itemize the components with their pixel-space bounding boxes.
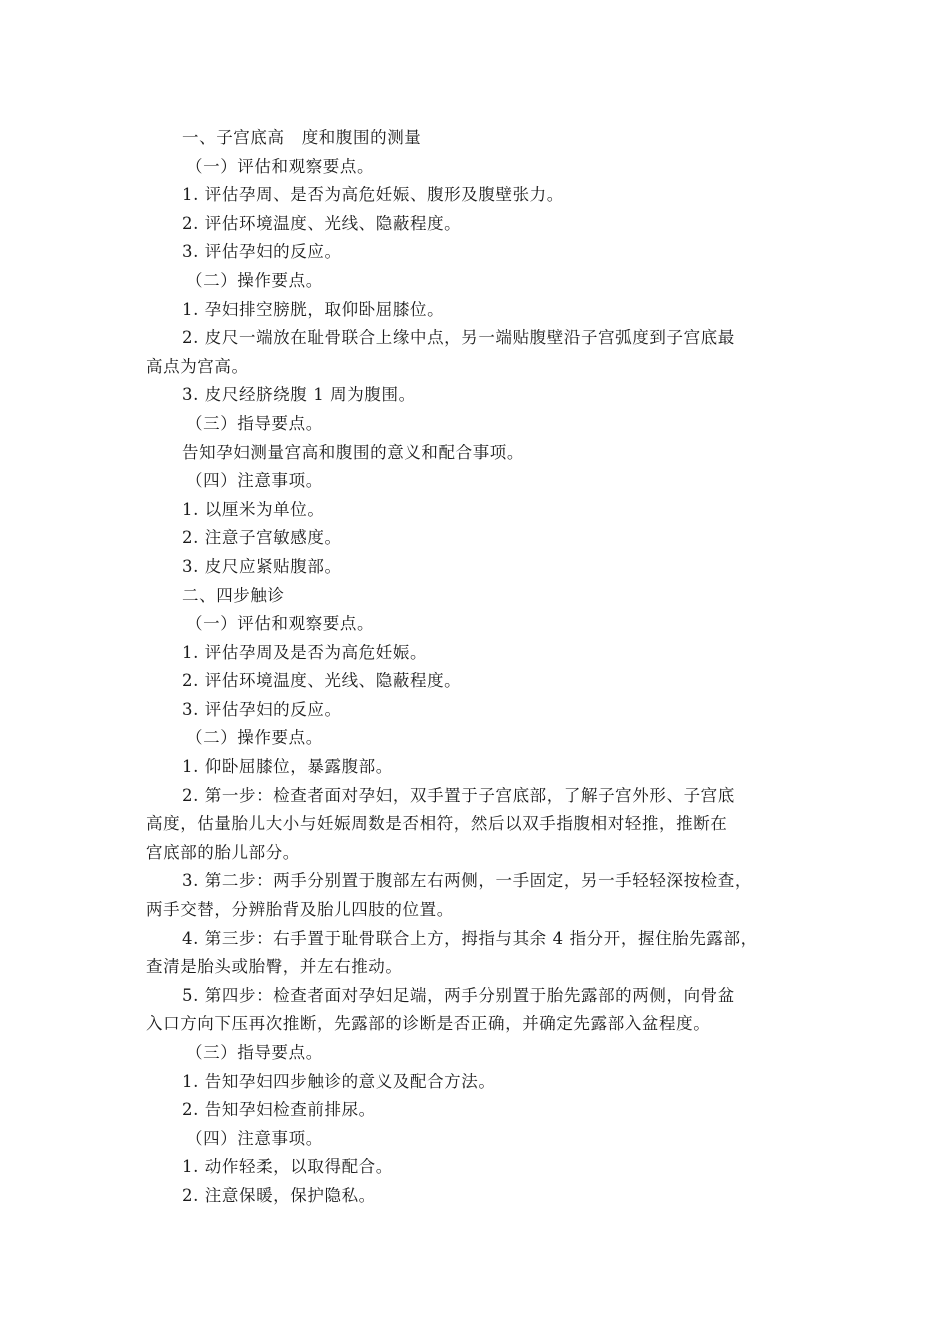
section-2-title: 二、四步触诊 [182,585,285,605]
s1-sub4-item: 2. 注意子宫敏感度。 [182,528,342,548]
s2-sub4-item: 2. 注意保暖，保护隐私。 [182,1185,376,1205]
s2-sub2-line-cont: 入口方向下压再次推断，先露部的诊断是否正确，并确定先露部入盆程度。 [146,1014,711,1034]
s2-sub3-item: 2. 告知孕妇检查前排尿。 [182,1100,376,1120]
s1-sub1-item: 2. 评估环境温度、光线、隐蔽程度。 [182,213,462,233]
s2-sub2-line: 5. 第四步：检查者面对孕妇足端，两手分别置于胎先露部的两侧，向骨盆 [182,985,735,1005]
s1-sub3-text: 告知孕妇测量宫高和腹围的意义和配合事项。 [182,442,524,462]
s2-sub2-line-cont: 高度，估量胎儿大小与妊娠周数是否相符，然后以双手指腹相对轻推，推断在 [146,814,728,834]
s1-sub4-heading: （四）注意事项。 [186,471,323,491]
s2-sub3-heading: （三）指导要点。 [186,1043,323,1062]
s1-sub1-heading: （一）评估和观察要点。 [186,156,375,176]
s2-sub1-item: 1. 评估孕周及是否为高危妊娠。 [182,642,428,662]
section-1-title: 一、子宫底高 度和腹围的测量 [182,128,422,147]
s2-sub2-line-cont: 查清是胎头或胎臀，并左右推动。 [146,957,403,977]
s1-sub2-item: 3. 皮尺经脐绕腹 1 周为腹围。 [182,385,416,405]
s1-sub4-item: 3. 皮尺应紧贴腹部。 [182,556,342,576]
s1-sub1-item: 3. 评估孕妇的反应。 [182,242,342,262]
s1-sub1-item: 1. 评估孕周、是否为高危妊娠、腹形及腹壁张力。 [182,185,564,205]
s2-sub2-line: 2. 第一步：检查者面对孕妇，双手置于子宫底部，了解子宫外形、子宫底 [182,785,735,805]
s2-sub2-line: 3. 第二步：两手分别置于腹部左右两侧，一手固定，另一手轻轻深按检查， [182,871,752,891]
s2-sub1-heading: （一）评估和观察要点。 [186,614,375,634]
s2-sub1-item: 3. 评估孕妇的反应。 [182,699,342,719]
s1-sub2-item: 1. 孕妇排空膀胱，取仰卧屈膝位。 [182,299,445,319]
s2-sub2-line-cont: 宫底部的胎儿部分。 [146,842,300,862]
s1-sub2-item: 2. 皮尺一端放在耻骨联合上缘中点，另一端贴腹壁沿子宫弧度到子宫底最 [182,328,735,348]
s1-sub2-item-cont: 高点为宫高。 [146,356,249,376]
s2-sub1-item: 2. 评估环境温度、光线、隐蔽程度。 [182,671,462,691]
s2-sub2-line: 1. 仰卧屈膝位，暴露腹部。 [182,757,393,777]
s2-sub4-heading: （四）注意事项。 [186,1128,323,1148]
s2-sub3-item: 1. 告知孕妇四步触诊的意义及配合方法。 [182,1071,496,1091]
s2-sub4-item: 1. 动作轻柔，以取得配合。 [182,1157,393,1177]
s2-sub2-line-cont: 两手交替，分辨胎背及胎儿四肢的位置。 [146,900,454,920]
s1-sub4-item: 1. 以厘米为单位。 [182,499,325,519]
document-page [146,124,812,1211]
s1-sub2-heading: （二）操作要点。 [186,270,323,290]
s2-sub2-line: 4. 第三步：右手置于耻骨联合上方，拇指与其余 4 指分开，握住胎先露部， [182,928,758,948]
s2-sub2-heading: （二）操作要点。 [186,728,323,748]
s1-sub3-heading: （三）指导要点。 [186,413,323,433]
